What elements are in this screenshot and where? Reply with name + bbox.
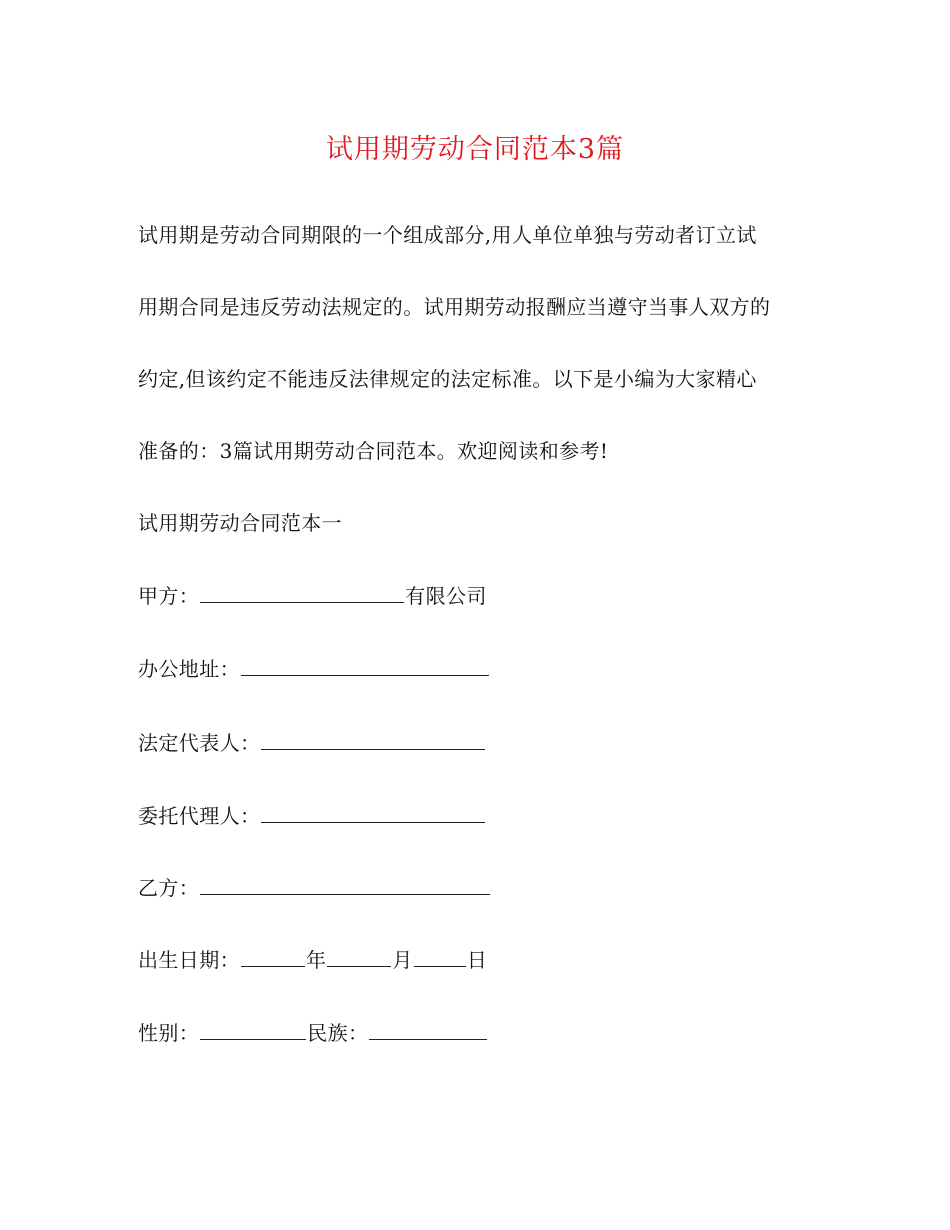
agent-row <box>138 801 486 831</box>
office-address-label: 办公地址： <box>138 657 240 681</box>
intro-line-3: 约定,但该约定不能违反法律规定的法定标准。以下是小编为大家精心 <box>138 367 757 391</box>
office-address-row <box>138 654 490 684</box>
party-a-row <box>138 581 487 611</box>
intro-line-2: 用期合同是违反劳动法规定的。试用期劳动报酬应当遵守当事人双方的 <box>138 295 771 319</box>
party-a-label: 甲方： <box>138 584 200 608</box>
birth-day-blank[interactable] <box>414 946 466 967</box>
party-b-label: 乙方： <box>138 876 200 900</box>
year-label: 年 <box>306 948 327 972</box>
party-a-suffix: 有限公司 <box>405 584 487 608</box>
section-heading: 试用期劳动合同范本一 <box>138 511 342 535</box>
birth-year-blank[interactable] <box>241 946 305 967</box>
gender-ethnicity-row <box>138 1018 488 1048</box>
day-label: 日 <box>466 948 488 972</box>
agent-blank[interactable] <box>261 802 485 823</box>
party-b-row <box>138 873 491 903</box>
birth-month-blank[interactable] <box>327 946 391 967</box>
office-address-blank[interactable] <box>241 655 489 676</box>
legal-rep-label: 法定代表人： <box>138 731 261 755</box>
legal-rep-row <box>138 728 486 758</box>
month-label: 月 <box>392 948 413 972</box>
gender-label: 性别： <box>138 1021 200 1045</box>
intro-line-1: 试用期是劳动合同期限的一个组成部分,用人单位单独与劳动者订立试 <box>138 223 757 247</box>
ethnicity-blank[interactable] <box>369 1019 487 1040</box>
document-title: 试用期劳动合同范本3篇 <box>325 134 625 165</box>
legal-rep-blank[interactable] <box>261 729 485 750</box>
ethnicity-label: 民族： <box>307 1021 369 1045</box>
birth-date-label: 出生日期： <box>138 948 240 972</box>
party-b-blank[interactable] <box>200 874 490 895</box>
gender-blank[interactable] <box>200 1019 306 1040</box>
intro-line-4: 准备的：3篇试用期劳动合同范本。欢迎阅读和参考! <box>138 439 609 463</box>
birth-date-row <box>138 945 487 975</box>
party-a-blank[interactable] <box>200 582 404 603</box>
agent-label: 委托代理人： <box>138 804 261 828</box>
